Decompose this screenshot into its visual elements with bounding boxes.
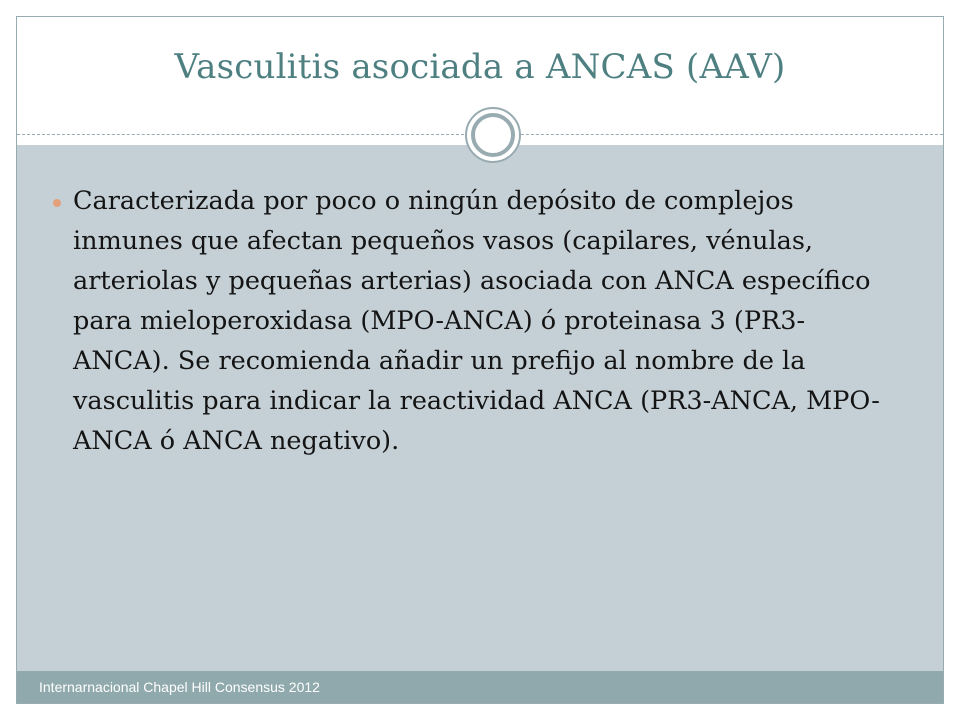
bullet-item: [53, 181, 883, 461]
double-circle-ornament-icon: [463, 105, 523, 165]
bullet-dot-icon: [53, 199, 61, 207]
footer-bar: [17, 671, 943, 703]
footer-text: Internarnacional Chapel Hill Consensus 2012: [39, 679, 320, 695]
slide-title: Vasculitis asociada a ANCAS (AAV): [174, 47, 786, 87]
slide-frame: [16, 16, 944, 704]
bullet-text: Caracterizada por poco o ningún depósito de complejos inmunes que afectan pequeños vasos (capilares, vénulas, arteriolas y pequeñas arterias) asociada con ANCA específico para mieloperoxidasa (MPO-ANCA) ó proteinasa 3 (PR3-ANCA). Se recomienda añadir un prefijo al nombre de la vasculitis para indicar la reactividad ANCA (PR3-ANCA, MPO-ANCA ó ANCA negativo).: [73, 186, 880, 456]
bullet-list: [53, 181, 883, 461]
